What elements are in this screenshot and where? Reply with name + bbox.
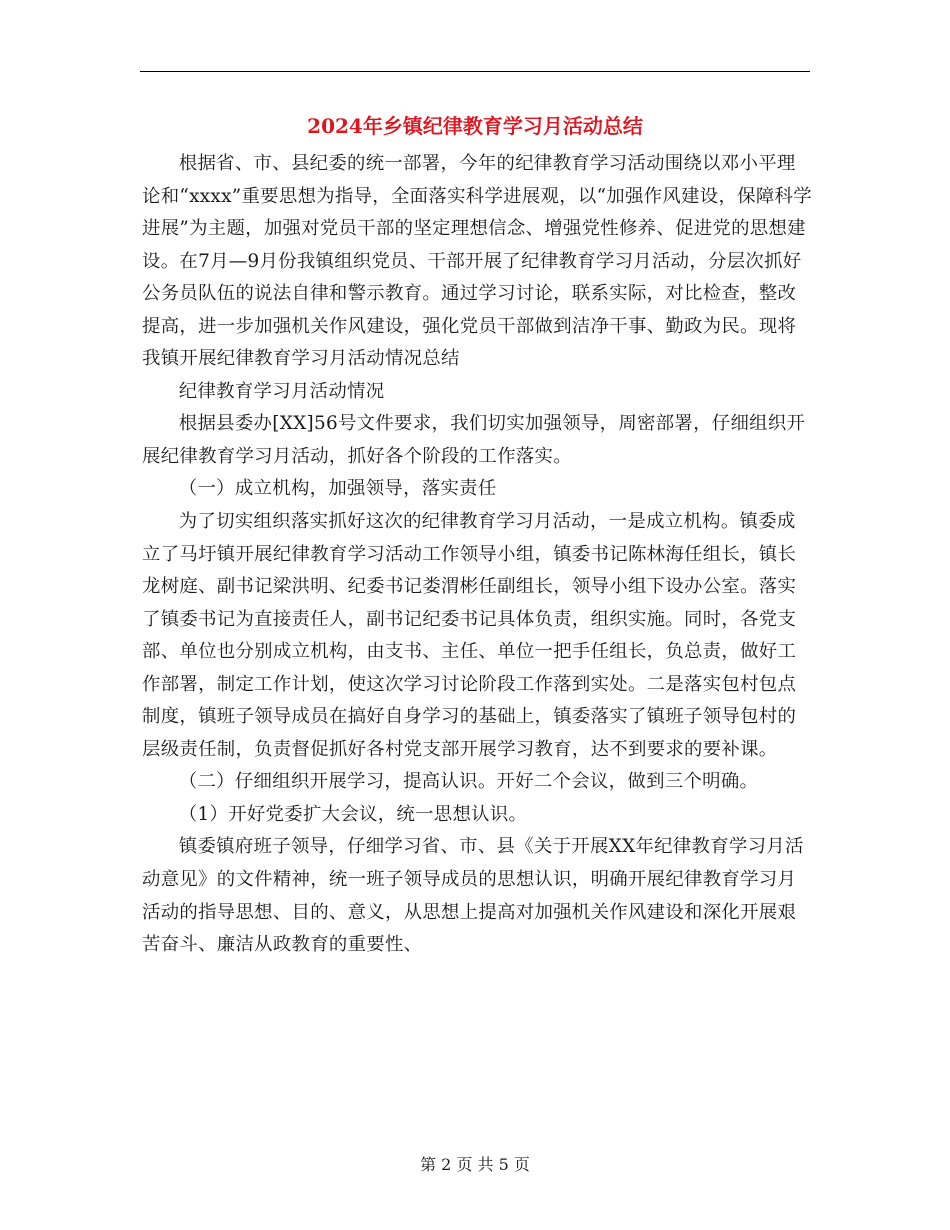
subsection-heading: （二）仔细组织开展学习，提高认识。开好二个会议，做到三个明确。 (178, 771, 759, 793)
document-title: 2024年乡镇纪律教育学习月活动总结 (307, 114, 643, 138)
body-paragraph: 根据县委办[XX]56号文件要求，我们切实加强领导，周密部署，仔细组织开展纪律教育学习月活动，抓好各个阶段的工作落实。 (142, 413, 806, 467)
header-rule (140, 71, 810, 72)
page-number-footer: 第 2 页 共 5 页 (420, 1155, 530, 1174)
document-body (142, 148, 812, 962)
section-heading: 纪律教育学习月活动情况 (178, 380, 385, 402)
body-paragraph: 为了切实组织落实抓好这次的纪律教育学习月活动，一是成立机构。镇委成立了马圩镇开展纪律教育学习活动工作领导小组，镇委书记陈林海任组长，镇长龙树庭、副书记梁洪明、纪委书记娄渭彬任副组长，领导小组下设办公室。落实了镇委书记为直接责任人，副书记纪委书记具体负责，组织实施。同时，各党支部、单位也分别成立机构，由支书、主任、单位一把手任组长，负总责，做好工作部署，制定工作计划，使这次学习讨论阶段工作落到实处。二是落实包村包点制度，镇班子领导成员在搞好自身学习的基础上，镇委落实了镇班子领导包村的层级责任制，负责督促抓好各村党支部开展学习教育，达不到要求的要补课。 (142, 511, 797, 760)
intro-paragraph: 根据省、市、县纪委的统一部署，今年的纪律教育学习活动围绕以邓小平理论和“xxxx”重要思想为指导，全面落实科学进展观，以“加强作风建设，保障科学进展”为主题，加强对党员干部的坚定理想信念、增强党性修养、促进党的思想建设。在7月—9月份我镇组织党员、干部开展了纪律教育学习月活动，分层次抓好公务员队伍的说法自律和警示教育。通过学习讨论，联系实际，对比检查，整改提高，进一步加强机关作风建设，强化党员干部做到洁净干事、勤政为民。现将我镇开展纪律教育学习月活动情况总结 (142, 153, 812, 370)
body-paragraph: 镇委镇府班子领导，仔细学习省、市、县《关于开展XX年纪律教育学习月活动意见》的文件精神，统一班子领导成员的思想认识，明确开展纪律教育学习月活动的指导思想、目的、意义，从思想上提高对加强机关作风建设和深化开展艰苦奋斗、廉洁从政教育的重要性、 (142, 836, 804, 956)
subsection-heading: （一）成立机构，加强领导，落实责任 (178, 478, 497, 500)
item-heading: （1）开好党委扩大会议，统一思想认识。 (178, 803, 528, 825)
